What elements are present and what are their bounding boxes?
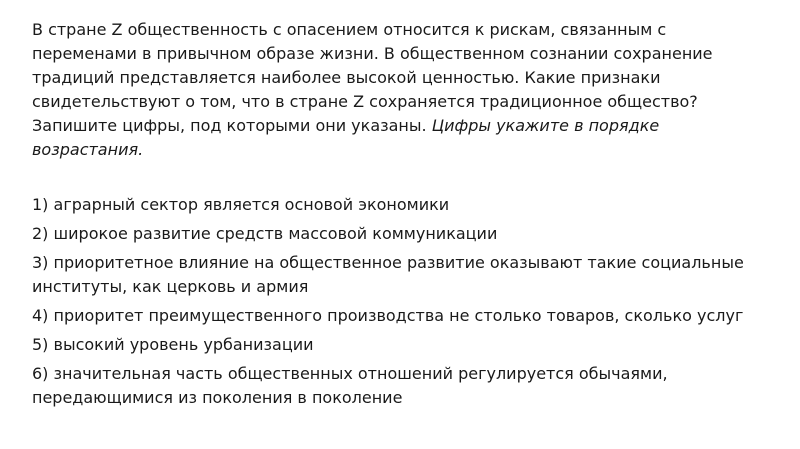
option-1: 1) аграрный сектор является основой экономики: [32, 195, 450, 214]
option-6: 6) значительная часть общественных отношений регулируется обычаями, передающимися из поколения в поколение: [32, 364, 668, 407]
option-5: 5) высокий уровень урбанизации: [32, 335, 314, 354]
question-text: В стране Z общественность с опасением относится к рискам, связанным с переменами в привычном образе жизни. В общественном сознании сохранение традиций представляется наиболее высокой ценностью. Какие признаки свидетельствуют о том, что в стране Z сохраняется традиционное общество? Запишите цифры, под которыми они указаны.: [32, 20, 713, 135]
question-instruction: Цифры укажите в порядке возрастания.: [32, 116, 660, 159]
option-3: 3) приоритетное влияние на общественное развитие оказывают такие социальные институты, как церковь и армия: [32, 253, 744, 296]
option-4: 4) приоритет преимущественного производства не столько товаров, сколько услуг: [32, 306, 744, 325]
question-block: [32, 18, 772, 162]
options-list: [32, 193, 772, 415]
option-2: 2) широкое развитие средств массовой коммуникации: [32, 224, 498, 243]
